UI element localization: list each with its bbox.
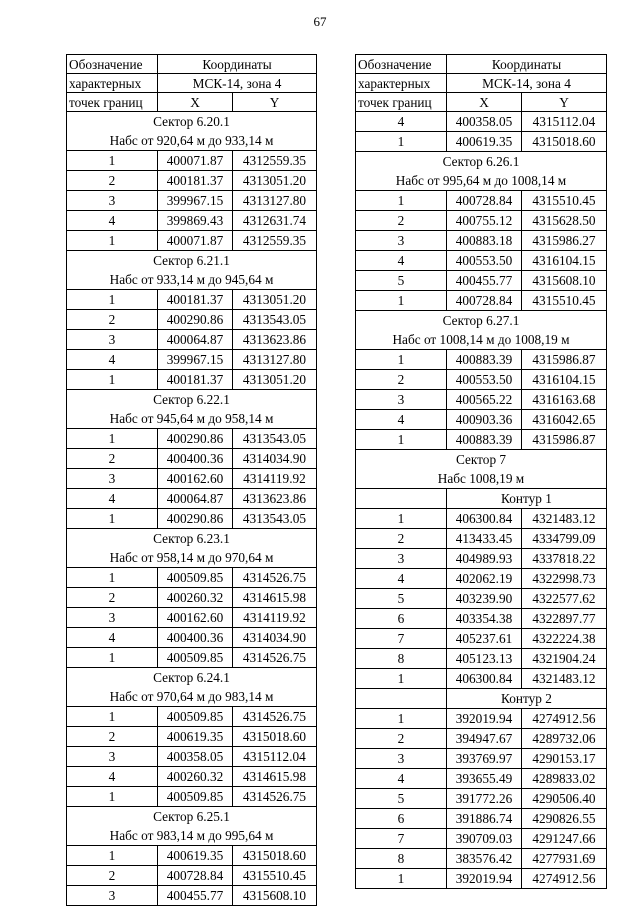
point-number-cell: 3 <box>67 191 158 211</box>
y-coordinate-cell: 4321483.12 <box>522 509 607 529</box>
x-coordinate-cell: 400619.35 <box>158 727 233 747</box>
y-coordinate-cell: 4315018.60 <box>233 727 317 747</box>
y-coordinate-cell: 4313127.80 <box>233 191 317 211</box>
y-coordinate-cell: 4315112.04 <box>522 112 607 132</box>
x-coordinate-cell: 400181.37 <box>158 370 233 390</box>
section-title: Сектор 6.25.1 <box>67 807 317 827</box>
x-coordinate-cell: 400553.50 <box>447 251 522 271</box>
x-coordinate-cell: 400064.87 <box>158 330 233 350</box>
y-coordinate-cell: 4289732.06 <box>522 729 607 749</box>
table-row <box>356 251 607 271</box>
y-coordinate-cell: 4313623.86 <box>233 489 317 509</box>
point-number-cell: 3 <box>356 390 447 410</box>
y-coordinate-cell: 4315608.10 <box>233 886 317 906</box>
y-coordinate-cell: 4314034.90 <box>233 628 317 648</box>
table-row <box>67 727 317 747</box>
x-coordinate-cell: 403354.38 <box>447 609 522 629</box>
table-row <box>67 191 317 211</box>
point-number-cell: 1 <box>356 709 447 729</box>
x-coordinate-cell: 400181.37 <box>158 290 233 310</box>
section-subtitle: Набс от 933,14 м до 945,64 м <box>67 270 317 290</box>
table-row <box>67 628 317 648</box>
point-number-cell: 1 <box>67 151 158 171</box>
point-number-cell: 3 <box>67 469 158 489</box>
section-subtitle: Набс от 983,14 м до 995,64 м <box>67 826 317 846</box>
point-number-cell: 4 <box>356 569 447 589</box>
y-coordinate-cell: 4334799.09 <box>522 529 607 549</box>
section-row <box>67 390 317 410</box>
x-coordinate-cell: 392019.94 <box>447 869 522 889</box>
section-title: Сектор 6.24.1 <box>67 668 317 688</box>
header-designation-line1: Обозначение <box>67 55 158 74</box>
section-row <box>356 311 607 331</box>
table-row <box>356 112 607 132</box>
point-number-cell: 1 <box>67 429 158 449</box>
point-number-cell: 2 <box>67 727 158 747</box>
y-coordinate-cell: 4315608.10 <box>522 271 607 291</box>
x-coordinate-cell: 400509.85 <box>158 787 233 807</box>
section-subtitle: Набс 1008,19 м <box>356 469 607 489</box>
y-coordinate-cell: 4315510.45 <box>522 191 607 211</box>
table-row <box>67 648 317 668</box>
section-subtitle: Набс от 958,14 м до 970,64 м <box>67 548 317 568</box>
point-number-cell: 1 <box>67 648 158 668</box>
table-row <box>67 568 317 588</box>
point-number-cell: 1 <box>356 132 447 152</box>
point-number-cell: 3 <box>67 747 158 767</box>
x-coordinate-cell: 391886.74 <box>447 809 522 829</box>
x-coordinate-cell: 390709.03 <box>447 829 522 849</box>
subsection-row <box>356 171 607 191</box>
x-coordinate-cell: 400619.35 <box>447 132 522 152</box>
point-number-cell: 1 <box>67 568 158 588</box>
y-coordinate-cell: 4313051.20 <box>233 290 317 310</box>
point-number-cell: 1 <box>356 869 447 889</box>
x-coordinate-cell: 391772.26 <box>447 789 522 809</box>
section-subtitle: Набс от 945,64 м до 958,14 м <box>67 409 317 429</box>
table-row <box>67 866 317 886</box>
coordinates-table-right <box>355 54 607 889</box>
point-number-cell: 2 <box>356 529 447 549</box>
table-body-right <box>356 112 607 889</box>
table-row <box>356 430 607 450</box>
x-coordinate-cell: 400455.77 <box>158 886 233 906</box>
point-number-cell: 4 <box>67 211 158 231</box>
point-number-cell: 1 <box>356 191 447 211</box>
y-coordinate-cell: 4337818.22 <box>522 549 607 569</box>
section-row <box>356 152 607 172</box>
section-row <box>67 112 317 132</box>
x-coordinate-cell: 394947.67 <box>447 729 522 749</box>
x-coordinate-cell: 400260.32 <box>158 588 233 608</box>
table-row <box>356 629 607 649</box>
point-number-cell: 6 <box>356 609 447 629</box>
point-number-cell: 1 <box>67 846 158 866</box>
table-row <box>356 769 607 789</box>
section-title: Сектор 6.27.1 <box>356 311 607 331</box>
y-coordinate-cell: 4314526.75 <box>233 707 317 727</box>
point-number-cell: 2 <box>356 211 447 231</box>
point-number-cell: 2 <box>67 588 158 608</box>
x-coordinate-cell: 383576.42 <box>447 849 522 869</box>
y-coordinate-cell: 4315510.45 <box>233 866 317 886</box>
table-row <box>356 609 607 629</box>
y-coordinate-cell: 4315986.27 <box>522 231 607 251</box>
empty-cell <box>356 689 447 709</box>
section-row <box>356 450 607 470</box>
x-coordinate-cell: 400358.05 <box>158 747 233 767</box>
empty-cell <box>356 489 447 509</box>
x-coordinate-cell: 400509.85 <box>158 648 233 668</box>
section-title: Сектор 6.26.1 <box>356 152 607 172</box>
section-title: Сектор 7 <box>356 450 607 470</box>
y-coordinate-cell: 4289833.02 <box>522 769 607 789</box>
y-coordinate-cell: 4312559.35 <box>233 231 317 251</box>
table-row <box>356 350 607 370</box>
table-body-left <box>67 112 317 906</box>
x-coordinate-cell: 403239.90 <box>447 589 522 609</box>
header-designation-line3: точек границ <box>356 93 447 112</box>
x-coordinate-cell: 400553.50 <box>447 370 522 390</box>
table-row <box>67 846 317 866</box>
point-number-cell: 2 <box>356 370 447 390</box>
y-coordinate-cell: 4316042.65 <box>522 410 607 430</box>
point-number-cell: 3 <box>67 608 158 628</box>
x-coordinate-cell: 400071.87 <box>158 151 233 171</box>
point-number-cell: 4 <box>67 350 158 370</box>
point-number-cell: 3 <box>356 749 447 769</box>
point-number-cell: 4 <box>356 769 447 789</box>
y-coordinate-cell: 4316104.15 <box>522 370 607 390</box>
y-coordinate-cell: 4290506.40 <box>522 789 607 809</box>
point-number-cell: 4 <box>356 251 447 271</box>
y-coordinate-cell: 4314526.75 <box>233 648 317 668</box>
page-number: 67 <box>313 14 327 29</box>
y-coordinate-cell: 4290153.17 <box>522 749 607 769</box>
subsection-row <box>356 469 607 489</box>
header-coords-line2: МСК-14, зона 4 <box>158 74 317 93</box>
x-coordinate-cell: 400260.32 <box>158 767 233 787</box>
section-row <box>67 251 317 271</box>
contour-label: Контур 2 <box>447 689 607 709</box>
table-row <box>67 489 317 509</box>
table-row <box>67 747 317 767</box>
point-number-cell: 1 <box>67 787 158 807</box>
y-coordinate-cell: 4315986.87 <box>522 350 607 370</box>
subsection-row <box>67 131 317 151</box>
y-coordinate-cell: 4322998.73 <box>522 569 607 589</box>
subsection-row <box>67 409 317 429</box>
section-row <box>67 668 317 688</box>
x-coordinate-cell: 400400.36 <box>158 449 233 469</box>
y-coordinate-cell: 4313543.05 <box>233 429 317 449</box>
table-row <box>67 608 317 628</box>
y-coordinate-cell: 4322897.77 <box>522 609 607 629</box>
table-row <box>67 767 317 787</box>
x-coordinate-cell: 413433.45 <box>447 529 522 549</box>
x-coordinate-cell: 400903.36 <box>447 410 522 430</box>
section-row <box>67 529 317 549</box>
header-designation-line2: характерных <box>356 74 447 93</box>
y-coordinate-cell: 4313543.05 <box>233 509 317 529</box>
y-coordinate-cell: 4313543.05 <box>233 310 317 330</box>
x-coordinate-cell: 404989.93 <box>447 549 522 569</box>
section-subtitle: Набс от 1008,14 м до 1008,19 м <box>356 330 607 350</box>
x-coordinate-cell: 405237.61 <box>447 629 522 649</box>
table-row <box>356 649 607 669</box>
x-coordinate-cell: 400162.60 <box>158 608 233 628</box>
y-coordinate-cell: 4314526.75 <box>233 787 317 807</box>
y-coordinate-cell: 4316163.68 <box>522 390 607 410</box>
x-coordinate-cell: 400883.39 <box>447 350 522 370</box>
header-designation-line3: точек границ <box>67 93 158 112</box>
header-x: X <box>447 93 522 112</box>
point-number-cell: 4 <box>67 628 158 648</box>
point-number-cell: 4 <box>67 489 158 509</box>
section-title: Сектор 6.23.1 <box>67 529 317 549</box>
table-row <box>356 569 607 589</box>
point-number-cell: 1 <box>67 370 158 390</box>
section-title: Сектор 6.20.1 <box>67 112 317 132</box>
y-coordinate-cell: 4315628.50 <box>522 211 607 231</box>
subsection-row <box>356 330 607 350</box>
header-coords-line1: Координаты <box>158 55 317 74</box>
table-row <box>356 132 607 152</box>
point-number-cell: 2 <box>67 310 158 330</box>
y-coordinate-cell: 4315112.04 <box>233 747 317 767</box>
table-row <box>67 469 317 489</box>
table-row <box>67 886 317 906</box>
point-number-cell: 5 <box>356 271 447 291</box>
table-row <box>67 151 317 171</box>
x-coordinate-cell: 400064.87 <box>158 489 233 509</box>
x-coordinate-cell: 400728.84 <box>447 291 522 311</box>
x-coordinate-cell: 399967.15 <box>158 191 233 211</box>
point-number-cell: 8 <box>356 649 447 669</box>
table-row <box>67 787 317 807</box>
x-coordinate-cell: 400728.84 <box>158 866 233 886</box>
y-coordinate-cell: 4321483.12 <box>522 669 607 689</box>
subsection-row <box>67 826 317 846</box>
section-subtitle: Набс от 995,64 м до 1008,14 м <box>356 171 607 191</box>
table-row <box>356 709 607 729</box>
x-coordinate-cell: 393769.97 <box>447 749 522 769</box>
table-row <box>67 449 317 469</box>
y-coordinate-cell: 4315986.87 <box>522 430 607 450</box>
table-row <box>356 669 607 689</box>
x-coordinate-cell: 405123.13 <box>447 649 522 669</box>
y-coordinate-cell: 4291247.66 <box>522 829 607 849</box>
y-coordinate-cell: 4315510.45 <box>522 291 607 311</box>
section-subtitle: Набс от 920,64 м до 933,14 м <box>67 131 317 151</box>
y-coordinate-cell: 4314119.92 <box>233 469 317 489</box>
point-number-cell: 1 <box>356 509 447 529</box>
header-coords-line2: МСК-14, зона 4 <box>447 74 607 93</box>
point-number-cell: 7 <box>356 629 447 649</box>
x-coordinate-cell: 400071.87 <box>158 231 233 251</box>
point-number-cell: 1 <box>67 231 158 251</box>
y-coordinate-cell: 4312559.35 <box>233 151 317 171</box>
x-coordinate-cell: 400883.18 <box>447 231 522 251</box>
point-number-cell: 3 <box>356 231 447 251</box>
x-coordinate-cell: 400290.86 <box>158 310 233 330</box>
header-coords-line1: Координаты <box>447 55 607 74</box>
table-row <box>356 390 607 410</box>
table-row <box>67 231 317 251</box>
y-coordinate-cell: 4315018.60 <box>233 846 317 866</box>
table-row <box>356 849 607 869</box>
y-coordinate-cell: 4314034.90 <box>233 449 317 469</box>
y-coordinate-cell: 4314615.98 <box>233 767 317 787</box>
x-coordinate-cell: 400755.12 <box>447 211 522 231</box>
y-coordinate-cell: 4274912.56 <box>522 709 607 729</box>
table-row <box>356 749 607 769</box>
y-coordinate-cell: 4290826.55 <box>522 809 607 829</box>
point-number-cell: 4 <box>67 767 158 787</box>
point-number-cell: 1 <box>356 350 447 370</box>
table-row <box>67 509 317 529</box>
table-row <box>67 330 317 350</box>
contour-row <box>356 689 607 709</box>
section-subtitle: Набс от 970,64 м до 983,14 м <box>67 687 317 707</box>
point-number-cell: 3 <box>67 330 158 350</box>
table-row <box>67 310 317 330</box>
subsection-row <box>67 687 317 707</box>
x-coordinate-cell: 399869.43 <box>158 211 233 231</box>
table-row <box>356 589 607 609</box>
table-row <box>67 588 317 608</box>
table-row <box>67 211 317 231</box>
y-coordinate-cell: 4313051.20 <box>233 171 317 191</box>
x-coordinate-cell: 400565.22 <box>447 390 522 410</box>
point-number-cell: 2 <box>67 449 158 469</box>
x-coordinate-cell: 400619.35 <box>158 846 233 866</box>
point-number-cell: 2 <box>67 866 158 886</box>
table-row <box>356 410 607 430</box>
y-coordinate-cell: 4313127.80 <box>233 350 317 370</box>
x-coordinate-cell: 400509.85 <box>158 568 233 588</box>
point-number-cell: 8 <box>356 849 447 869</box>
x-coordinate-cell: 400162.60 <box>158 469 233 489</box>
header-designation-line1: Обозначение <box>356 55 447 74</box>
table-row <box>356 211 607 231</box>
x-coordinate-cell: 400290.86 <box>158 429 233 449</box>
table-row <box>356 729 607 749</box>
y-coordinate-cell: 4313051.20 <box>233 370 317 390</box>
section-title: Сектор 6.21.1 <box>67 251 317 271</box>
table-row <box>67 370 317 390</box>
table-row <box>356 789 607 809</box>
x-coordinate-cell: 399967.15 <box>158 350 233 370</box>
x-coordinate-cell: 400181.37 <box>158 171 233 191</box>
y-coordinate-cell: 4313623.86 <box>233 330 317 350</box>
contour-row <box>356 489 607 509</box>
x-coordinate-cell: 400400.36 <box>158 628 233 648</box>
x-coordinate-cell: 400455.77 <box>447 271 522 291</box>
point-number-cell: 3 <box>67 886 158 906</box>
y-coordinate-cell: 4315018.60 <box>522 132 607 152</box>
header-x: X <box>158 93 233 112</box>
table-row <box>67 707 317 727</box>
y-coordinate-cell: 4321904.24 <box>522 649 607 669</box>
subsection-row <box>67 270 317 290</box>
coordinates-table-left <box>66 54 317 906</box>
table-row <box>356 370 607 390</box>
table-row <box>356 191 607 211</box>
table-row <box>356 809 607 829</box>
table-row <box>356 291 607 311</box>
y-coordinate-cell: 4274912.56 <box>522 869 607 889</box>
point-number-cell: 1 <box>356 669 447 689</box>
point-number-cell: 2 <box>67 171 158 191</box>
y-coordinate-cell: 4312631.74 <box>233 211 317 231</box>
point-number-cell: 7 <box>356 829 447 849</box>
subsection-row <box>67 548 317 568</box>
table-row <box>356 231 607 251</box>
point-number-cell: 1 <box>67 509 158 529</box>
point-number-cell: 4 <box>356 112 447 132</box>
x-coordinate-cell: 400883.39 <box>447 430 522 450</box>
x-coordinate-cell: 392019.94 <box>447 709 522 729</box>
section-title: Сектор 6.22.1 <box>67 390 317 410</box>
table-row <box>356 529 607 549</box>
contour-label: Контур 1 <box>447 489 607 509</box>
table-row <box>67 290 317 310</box>
point-number-cell: 6 <box>356 809 447 829</box>
y-coordinate-cell: 4316104.15 <box>522 251 607 271</box>
section-row <box>67 807 317 827</box>
point-number-cell: 1 <box>67 290 158 310</box>
table-row <box>356 869 607 889</box>
x-coordinate-cell: 393655.49 <box>447 769 522 789</box>
table-row <box>67 171 317 191</box>
point-number-cell: 2 <box>356 729 447 749</box>
point-number-cell: 3 <box>356 549 447 569</box>
x-coordinate-cell: 400728.84 <box>447 191 522 211</box>
point-number-cell: 5 <box>356 789 447 809</box>
x-coordinate-cell: 400290.86 <box>158 509 233 529</box>
y-coordinate-cell: 4322224.38 <box>522 629 607 649</box>
header-designation-line2: характерных <box>67 74 158 93</box>
table-row <box>67 429 317 449</box>
table-row <box>67 350 317 370</box>
x-coordinate-cell: 406300.84 <box>447 509 522 529</box>
x-coordinate-cell: 400509.85 <box>158 707 233 727</box>
y-coordinate-cell: 4277931.69 <box>522 849 607 869</box>
point-number-cell: 1 <box>67 707 158 727</box>
y-coordinate-cell: 4314526.75 <box>233 568 317 588</box>
header-y: Y <box>233 93 317 112</box>
x-coordinate-cell: 400358.05 <box>447 112 522 132</box>
y-coordinate-cell: 4322577.62 <box>522 589 607 609</box>
table-row <box>356 509 607 529</box>
table-row <box>356 829 607 849</box>
x-coordinate-cell: 402062.19 <box>447 569 522 589</box>
header-y: Y <box>522 93 607 112</box>
y-coordinate-cell: 4314615.98 <box>233 588 317 608</box>
point-number-cell: 1 <box>356 430 447 450</box>
table-row <box>356 549 607 569</box>
x-coordinate-cell: 406300.84 <box>447 669 522 689</box>
point-number-cell: 4 <box>356 410 447 430</box>
point-number-cell: 1 <box>356 291 447 311</box>
table-row <box>356 271 607 291</box>
y-coordinate-cell: 4314119.92 <box>233 608 317 628</box>
point-number-cell: 5 <box>356 589 447 609</box>
